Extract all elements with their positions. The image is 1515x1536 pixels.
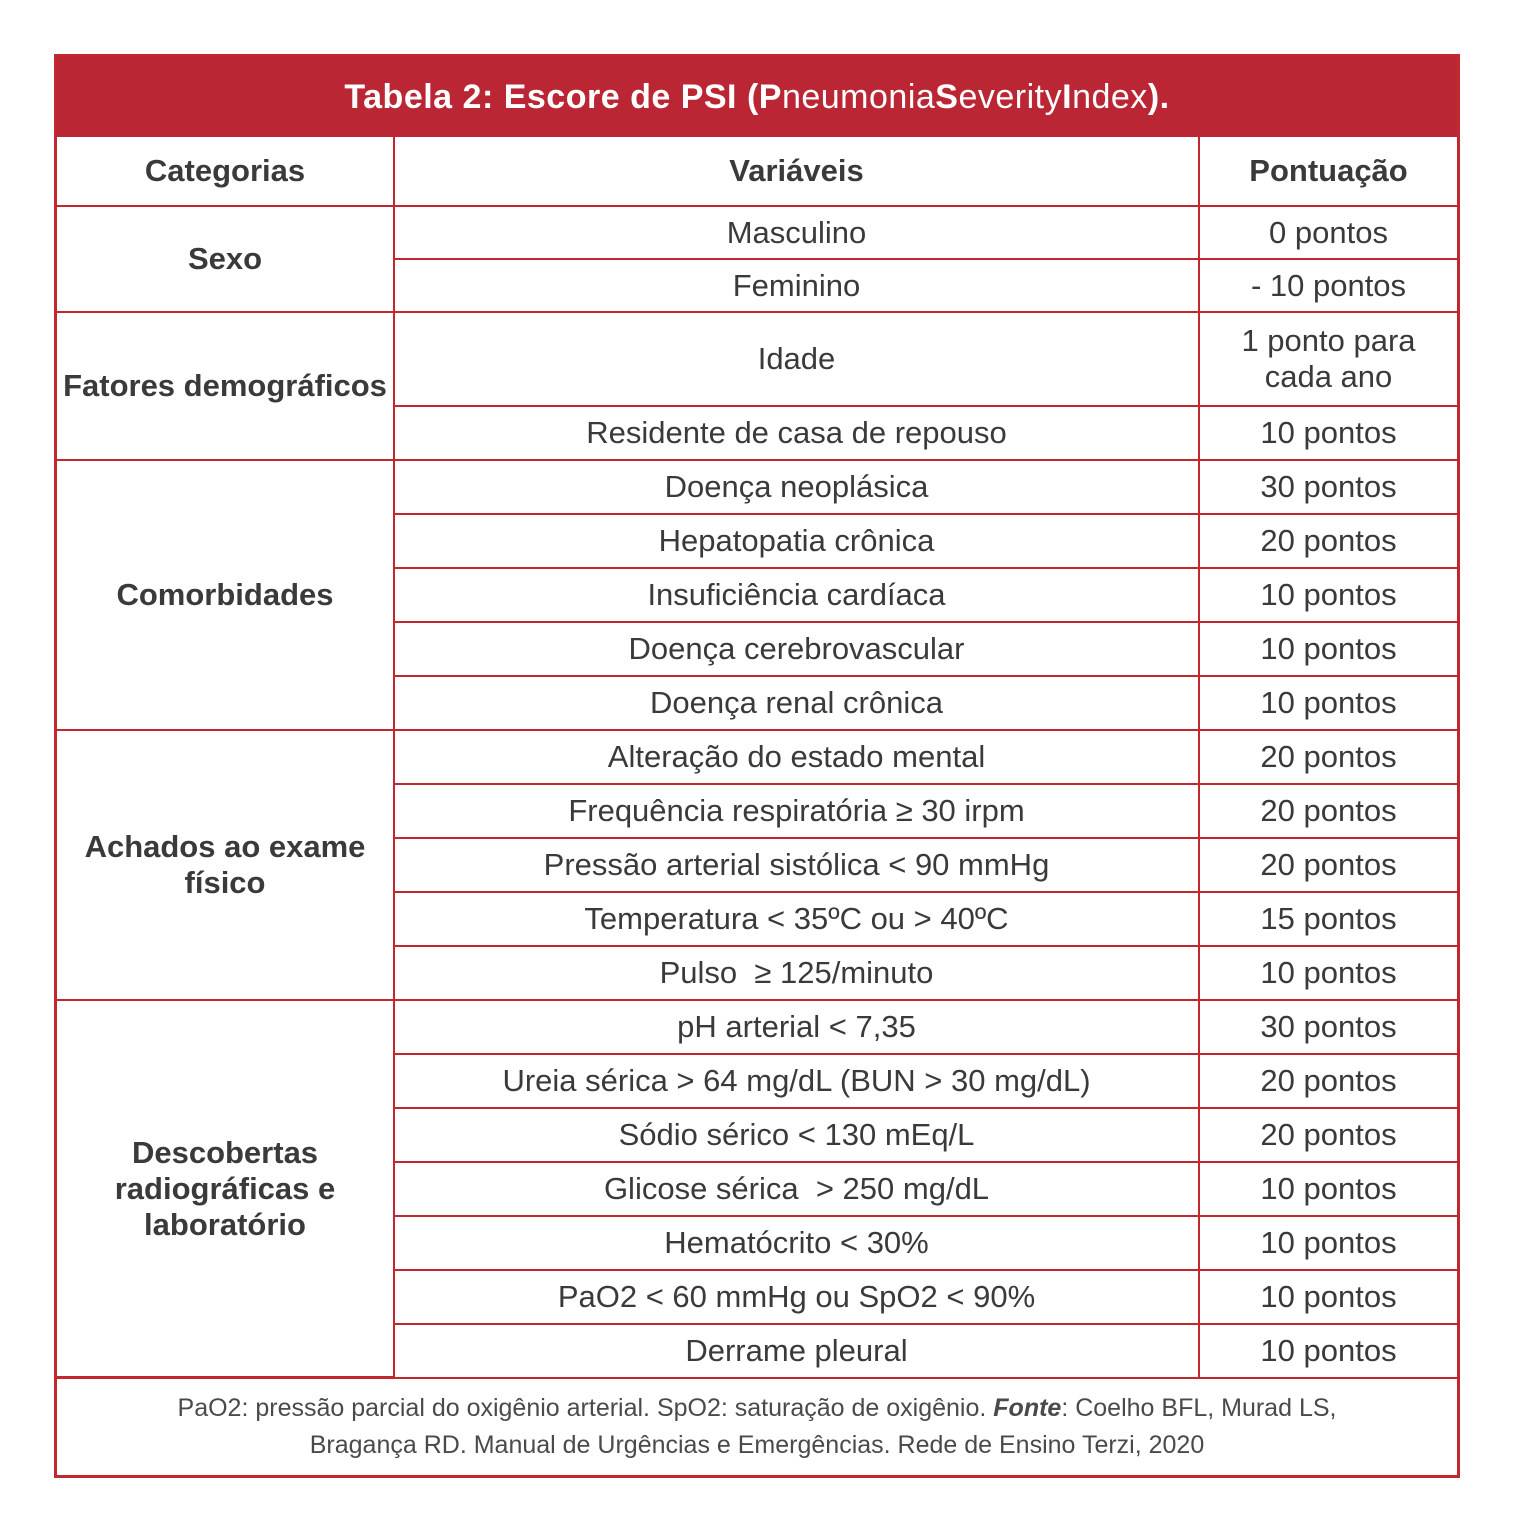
variable-cell: Temperatura < 35ºC ou > 40ºC: [394, 892, 1199, 946]
table-row: [57, 312, 1457, 406]
title-suffix: ).: [1147, 77, 1170, 116]
score-cell: 20 pontos: [1199, 838, 1457, 892]
score-cell: 10 pontos: [1199, 1216, 1457, 1270]
footnote-text: [127, 1390, 1387, 1464]
psi-table-frame: [54, 54, 1460, 1478]
title-i-rest: ndex: [1072, 77, 1148, 116]
variable-cell: Residente de casa de repouso: [394, 406, 1199, 460]
title-p-letter: P: [758, 77, 782, 116]
score-cell: 0 pontos: [1199, 206, 1457, 259]
footnote-source-text: : Coelho BFL, Murad LS, Bragança RD. Manual de Urgências e Emergências. Rede de Ensino Terzi, 2020: [309, 1394, 1337, 1459]
variable-cell: Insuficiência cardíaca: [394, 568, 1199, 622]
category-cell: Descobertas radiográficas e laboratório: [57, 1000, 394, 1377]
title-s-letter: S: [935, 77, 959, 116]
score-cell: 10 pontos: [1199, 1270, 1457, 1324]
variable-cell: Feminino: [394, 259, 1199, 312]
score-cell: 30 pontos: [1199, 1000, 1457, 1054]
score-cell: 10 pontos: [1199, 676, 1457, 730]
variable-cell: Frequência respiratória ≥ 30 irpm: [394, 784, 1199, 838]
score-cell: 20 pontos: [1199, 784, 1457, 838]
table-title: [57, 57, 1457, 137]
header-categorias: Categorias: [57, 137, 394, 206]
table-row: [57, 730, 1457, 784]
variable-cell: Doença cerebrovascular: [394, 622, 1199, 676]
header-variaveis: Variáveis: [394, 137, 1199, 206]
score-cell: 20 pontos: [1199, 514, 1457, 568]
variable-cell: Hepatopatia crônica: [394, 514, 1199, 568]
variable-cell: Alteração do estado mental: [394, 730, 1199, 784]
table-row: [57, 460, 1457, 514]
footnote-source-label: Fonte: [993, 1394, 1062, 1422]
table-footnote: [57, 1377, 1457, 1475]
category-cell: Fatores demográficos: [57, 312, 394, 460]
score-cell: - 10 pontos: [1199, 259, 1457, 312]
header-pontuacao: Pontuação: [1199, 137, 1457, 206]
variable-cell: Pulso ≥ 125/minuto: [394, 946, 1199, 1000]
score-cell: 1 ponto para cada ano: [1199, 312, 1457, 406]
variable-cell: PaO2 < 60 mmHg ou SpO2 < 90%: [394, 1270, 1199, 1324]
table-row: [57, 206, 1457, 259]
title-p-rest: neumonia: [781, 77, 936, 116]
title-i-letter: I: [1062, 77, 1073, 116]
table-row: [57, 1000, 1457, 1054]
score-cell: 20 pontos: [1199, 1108, 1457, 1162]
variable-cell: pH arterial < 7,35: [394, 1000, 1199, 1054]
score-cell: 20 pontos: [1199, 1054, 1457, 1108]
category-cell: Comorbidades: [57, 460, 394, 730]
score-cell: 10 pontos: [1199, 1324, 1457, 1377]
score-cell: 30 pontos: [1199, 460, 1457, 514]
variable-cell: Doença renal crônica: [394, 676, 1199, 730]
variable-cell: Hematócrito < 30%: [394, 1216, 1199, 1270]
category-cell: Achados ao exame físico: [57, 730, 394, 1000]
psi-table: [57, 137, 1457, 1378]
variable-cell: Masculino: [394, 206, 1199, 259]
score-cell: 10 pontos: [1199, 622, 1457, 676]
score-cell: 10 pontos: [1199, 406, 1457, 460]
variable-cell: Pressão arterial sistólica < 90 mmHg: [394, 838, 1199, 892]
score-cell: 10 pontos: [1199, 946, 1457, 1000]
score-cell: 20 pontos: [1199, 730, 1457, 784]
score-cell: 10 pontos: [1199, 568, 1457, 622]
variable-cell: Doença neoplásica: [394, 460, 1199, 514]
footnote-abbreviations: PaO2: pressão parcial do oxigênio arterial. SpO2: saturação de oxigênio.: [177, 1394, 994, 1422]
title-prefix: Tabela 2: Escore de PSI (: [344, 77, 759, 116]
variable-cell: Derrame pleural: [394, 1324, 1199, 1377]
category-cell: Sexo: [57, 206, 394, 312]
variable-cell: Ureia sérica > 64 mg/dL (BUN > 30 mg/dL): [394, 1054, 1199, 1108]
score-cell: 10 pontos: [1199, 1162, 1457, 1216]
title-s-rest: everity: [958, 77, 1063, 116]
score-cell: 15 pontos: [1199, 892, 1457, 946]
variable-cell: Sódio sérico < 130 mEq/L: [394, 1108, 1199, 1162]
header-row: [57, 137, 1457, 206]
variable-cell: Glicose sérica > 250 mg/dL: [394, 1162, 1199, 1216]
variable-cell: Idade: [394, 312, 1199, 406]
